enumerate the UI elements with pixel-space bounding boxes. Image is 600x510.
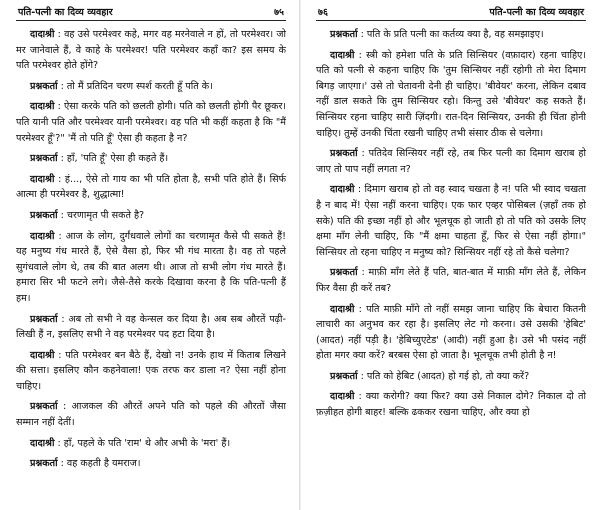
dialogue-text: : हं..., ऐसे तो गाय का भी पति होता है, सभी पति होते हैं। सिर्फ आत्मा ही परमेश्वर है, शुद्धात्मा! [16,173,286,201]
speaker-name: दादाश्री [330,184,355,196]
right-header-title: पति-पत्नी का दिव्य व्यवहार [489,7,584,18]
dialogue-paragraph [16,312,286,343]
dialogue-text: : आजकल की औरतें अपने पति को पहले की औरतों जैसा सम्मान नहीं देतीं। [16,401,286,429]
dialogue-paragraph [16,151,286,167]
speaker-name: प्रश्नकर्ता [30,80,58,92]
book-gutter [299,0,301,510]
dialogue-text: : माफ़ी माँग लेते हैं पति, बात-बात में माफ़ी माँग लेते हैं, लेकिन फिर वैसा ही करें तब? [316,267,586,294]
left-page-number: ७५ [274,7,284,18]
speaker-name: प्रश्नकर्ता [30,209,58,221]
dialogue-text: : वह उसे परमेश्वर कहे, मगर वह मरनेवाले न हों, तो परमेश्वर। जो मर जानेवाले हैं, वे काहे के परमेश्वर! पति परमेश्वर कहाँ का? इस समय के पति परमेश्वर होते होंगे? [16,29,286,72]
dialogue-paragraph [316,302,586,364]
dialogue-paragraph [316,265,586,296]
dialogue-paragraph [16,399,286,430]
dialogue-paragraph [316,146,586,177]
right-page [304,0,600,510]
dialogue-paragraph [16,456,286,472]
speaker-name: प्रश्नकर्ता [30,458,58,470]
speaker-name: प्रश्नकर्ता [30,313,58,325]
speaker-name: प्रश्नकर्ता [30,401,58,413]
right-page-header [316,4,586,21]
dialogue-text: : हाँ, पहले के पति 'राम' थे और अभी के 'मरा' हैं। [54,437,231,449]
speaker-name: प्रश्नकर्ता [330,148,358,160]
speaker-name: दादाश्री [30,29,55,40]
dialogue-paragraph [16,27,286,74]
speaker-name: दादाश्री [330,391,355,403]
dialogue-text: : पति माफ़ी माँगे तो नहीं समझ जाना चाहिए कि बेचारा कितनी लाचारी का अनुभव कर रहा है। इसलिए लेट गो करना। उसे उसकी 'हेबिट' (आदत) नहीं पड़ी है। 'हेबिच्युएटेड' (आदी) नहीं हुआ है। उसे भी पसंद नहीं होता मगर क्या करें? बरबस ऐसा हो जाता है। भूलचूक तभी होती है न! [316,303,586,362]
dialogue-paragraph [16,436,286,452]
dialogue-paragraph [16,172,286,203]
left-header-title: पति-पत्नी का दिव्य व्यवहार [18,7,113,18]
dialogue-text: : पति परमेश्वर बन बैठे हैं, देखो न! उनके हाथ में किताब लिखने की सत्ता। इसलिए कौन कहनेवाला! एक तरफ कर डाला न? ऐसा नहीं होना चाहिए। [16,349,286,392]
dialogue-paragraph [16,99,286,146]
speaker-name: दादाश्री [30,101,55,113]
speaker-name: प्रश्नकर्ता [330,29,358,40]
dialogue-text: : दिमाग खराब हो तो वह स्वाद चखता है न! पति भी स्वाद चखता है न बाद में! ऐसा नहीं करना चाहिए। एक फार एव्हर पोसिबल (ज़हाँ तक हो सके) पति की इच्छा नहीं हो और भूलचूक हो जाती हो तो पति को उसके लिए क्षमा माँग लेनी चाहिए, कि "मैं क्षमा चाहता हूँ, फिर से ऐसा नहीं होगा।" सिन्सियर तो रहना चाहिए न मनुष्य को? सिन्सियर नहीं रहे तो कैसे चलेगा? [316,184,586,258]
left-page-body [16,27,286,472]
left-page [0,0,296,510]
speaker-name: दादाश्री [30,230,55,242]
dialogue-text: : अब तो सभी ने वह केन्सल कर दिया है। अब सब औरतें पढ़ी-लिखी हैं न, इसलिए सभी ने वह परमेश्वर पद हटा दिया है। [16,313,286,341]
dialogue-paragraph [316,389,586,420]
dialogue-text: : वह कहती है यमराज। [57,458,141,470]
dialogue-text: : पति के प्रति पत्नी का कर्तव्य क्या है, वह समझाइए। [357,29,544,40]
dialogue-paragraph [16,208,286,224]
dialogue-text: : स्त्री को हमेशा पति के प्रति सिन्सियर (वफ़ादार) रहना चाहिए। पति को पत्नी से कहना चाहिए कि 'तुम सिन्सियर नहीं रहोगी तो मेरा दिमाग बिगड़ जाएगा।' उसे तो चेतावनी देनी ही चाहिए। 'बीवेयर' करना, लेकिन दबाव नहीं डाल सकते कि तुम सिन्सियर रहो। किन्तु उसे 'बीवेयर' कह सकते हैं। सिन्सियर रहना चाहिए सारी ज़िंदगी। रात-दिन सिन्सियर, उनकी ही चिंता होनी चाहिए। तुम्हें उनकी चिंता रखनी चाहिए तभी संसार ठीक से चलेगा। [316,49,586,139]
dialogue-paragraph [316,182,586,260]
dialogue-paragraph [316,48,586,142]
speaker-name: दादाश्री [330,49,355,61]
dialogue-paragraph [16,348,286,395]
right-page-number: ७६ [318,7,328,18]
dialogue-paragraph [316,369,586,385]
dialogue-text: : पति को हेबिट (आदत) हो गई हो, तो क्या करें? [357,370,530,382]
right-page-body [316,27,586,421]
speaker-name: दादाश्री [30,173,55,185]
dialogue-text: : चरणामृत पी सकते है? [57,209,145,221]
dialogue-text: : आज के लोग, दुर्गंधवाले लोगों का चरणामृत कैसे पी सकते हैं! यह मनुष्य गंध मारते हैं, ऐसे वैसा हो, फिर भी गंध मारता है। वह तो पहले सुगंधवाले लोग थे, तब की बात अलग थी। आज तो सभी लोग गंध मारते हैं। हमारा सिर भी फटने लगे। जैसे-तैसे करके दिखावा करना है कि पति-पत्नी हैं हम। [16,230,286,304]
dialogue-text: : क्या करोगी? क्या फिर? क्या उसे निकाल दोगे? निकाल दो तो फ़ज़ीहत होगी बाहर! बल्कि ढककर रखना चाहिए, और क्या हो [316,391,586,419]
dialogue-paragraph [16,229,286,307]
left-page-header [16,4,286,21]
speaker-name: प्रश्नकर्ता [330,370,358,382]
speaker-name: दादाश्री [30,349,55,361]
dialogue-text: : तो मैं प्रतिदिन चरण स्पर्श करती हूँ पति के। [57,80,213,92]
dialogue-text: : पतिदेव सिन्सियर नहीं रहे, तब फिर पत्नी का दिमाग खराब हो जाए तो पाप नहीं लगता न? [316,148,586,175]
dialogue-text: : ऐसा करके पति को छलती होगी। पति को छलती होगी पैर छूकर। पति यानी पति और परमेश्वर यानी परमेश्वर। वह पति भी कहीं कहता है कि "मैं परमेश्वर हूँ'?" 'मैं तो पति हूँ' ऐसा ही कहता है न? [16,101,286,144]
dialogue-paragraph [316,27,586,43]
dialogue-text: : हाँ, 'पति हूँ' ऐसा ही कहते हैं। [57,153,169,165]
speaker-name: प्रश्नकर्ता [30,153,58,165]
dialogue-paragraph [16,79,286,95]
speaker-name: प्रश्नकर्ता [330,267,358,279]
speaker-name: दादाश्री [330,303,355,315]
speaker-name: दादाश्री [30,437,55,449]
